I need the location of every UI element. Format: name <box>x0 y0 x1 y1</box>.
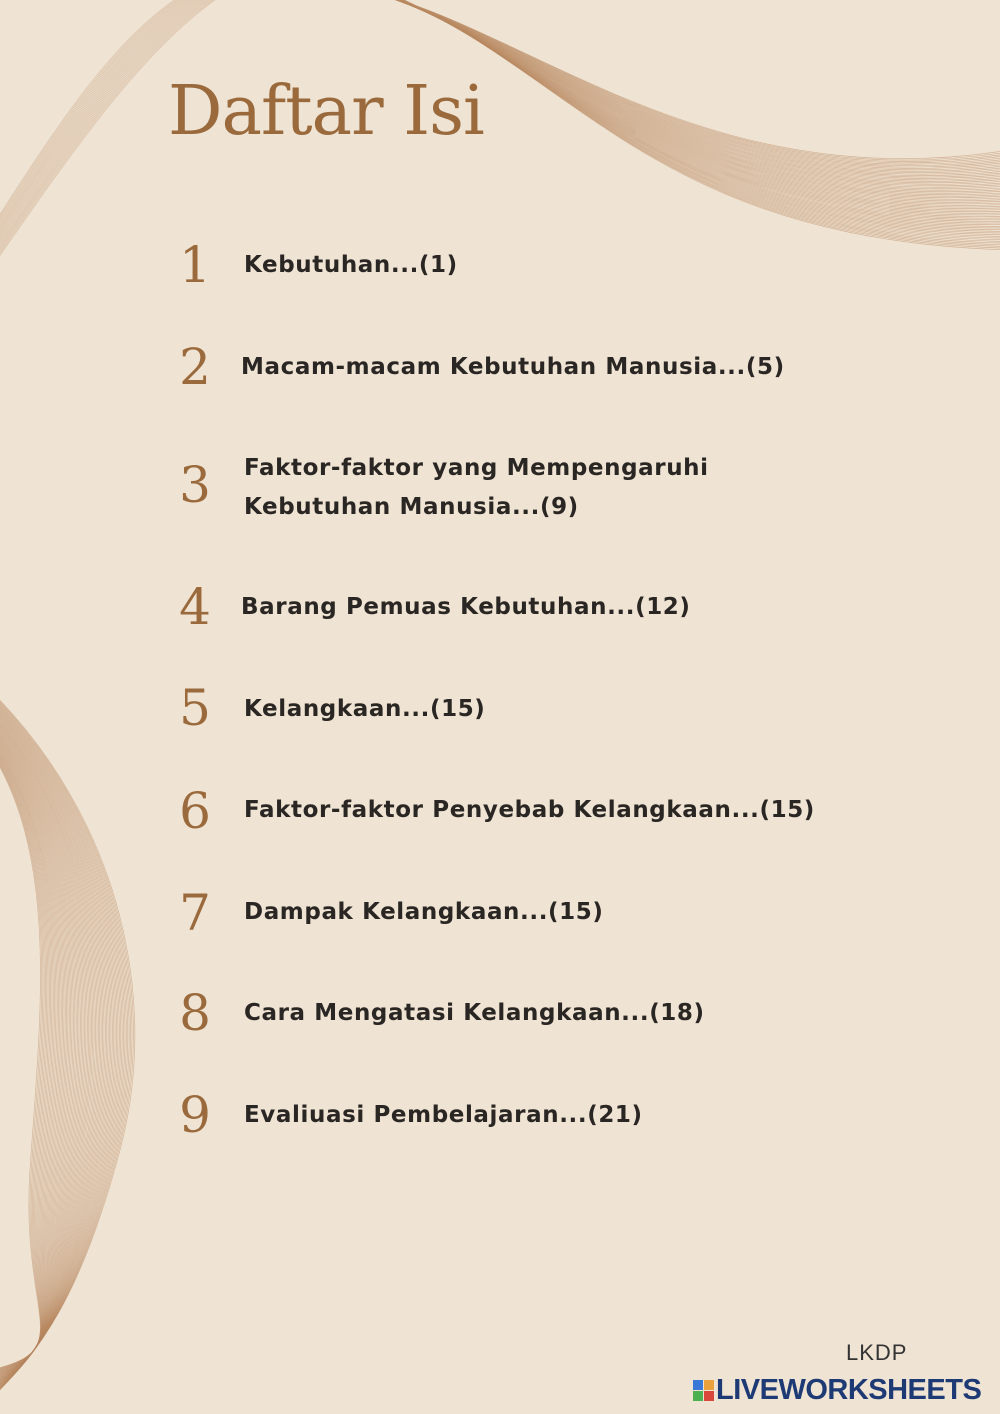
toc-item-number: 4 <box>179 578 211 636</box>
toc-item-title-line: Cara Mengatasi Kelangkaan...(18) <box>244 1000 705 1026</box>
toc-item-title-line: Faktor-faktor Penyebab Kelangkaan...(15) <box>244 797 815 823</box>
toc-item-number: 1 <box>179 236 211 294</box>
toc-item-number: 3 <box>179 456 211 514</box>
toc-item-title-line: Dampak Kelangkaan...(15) <box>244 899 604 925</box>
toc-item-title-line: Kelangkaan...(15) <box>244 696 486 722</box>
brand-name: LIVEWORKSHEETS <box>716 1373 982 1406</box>
toc-item-title-line: Kebutuhan...(1) <box>244 252 458 278</box>
toc-item-number: 7 <box>179 884 211 942</box>
toc-item-title-line: Faktor-faktor yang Mempengaruhi <box>244 455 709 481</box>
toc-item-title <box>241 588 691 627</box>
toc-item-title <box>244 246 458 285</box>
toc-item-number: 2 <box>179 338 211 396</box>
toc-item-title <box>244 690 485 729</box>
toc-item-title <box>241 348 785 387</box>
toc-item-title-line: Evaliuasi Pembelajaran...(21) <box>244 1102 643 1128</box>
toc-item-number: 8 <box>179 984 211 1042</box>
toc-item-title <box>244 893 603 932</box>
liveworksheets-logo-icon <box>693 1380 714 1401</box>
toc-item-number: 5 <box>179 679 211 737</box>
toc-item-title-line: Barang Pemuas Kebutuhan...(12) <box>241 594 691 620</box>
toc-item-title <box>244 449 709 527</box>
footer-label: LKDP <box>846 1340 908 1365</box>
toc-item-number: 9 <box>179 1086 211 1144</box>
toc-item-title <box>244 1096 643 1135</box>
toc-item-title-line: Macam-macam Kebutuhan Manusia...(5) <box>241 354 785 380</box>
toc-item-title-line: Kebutuhan Manusia...(9) <box>244 494 579 520</box>
liveworksheets-brand[interactable] <box>693 1372 981 1408</box>
toc-item-title <box>244 994 705 1033</box>
page-title: Daftar Isi <box>168 72 484 151</box>
toc-item-number: 6 <box>179 782 211 840</box>
toc-item-title <box>244 791 815 830</box>
